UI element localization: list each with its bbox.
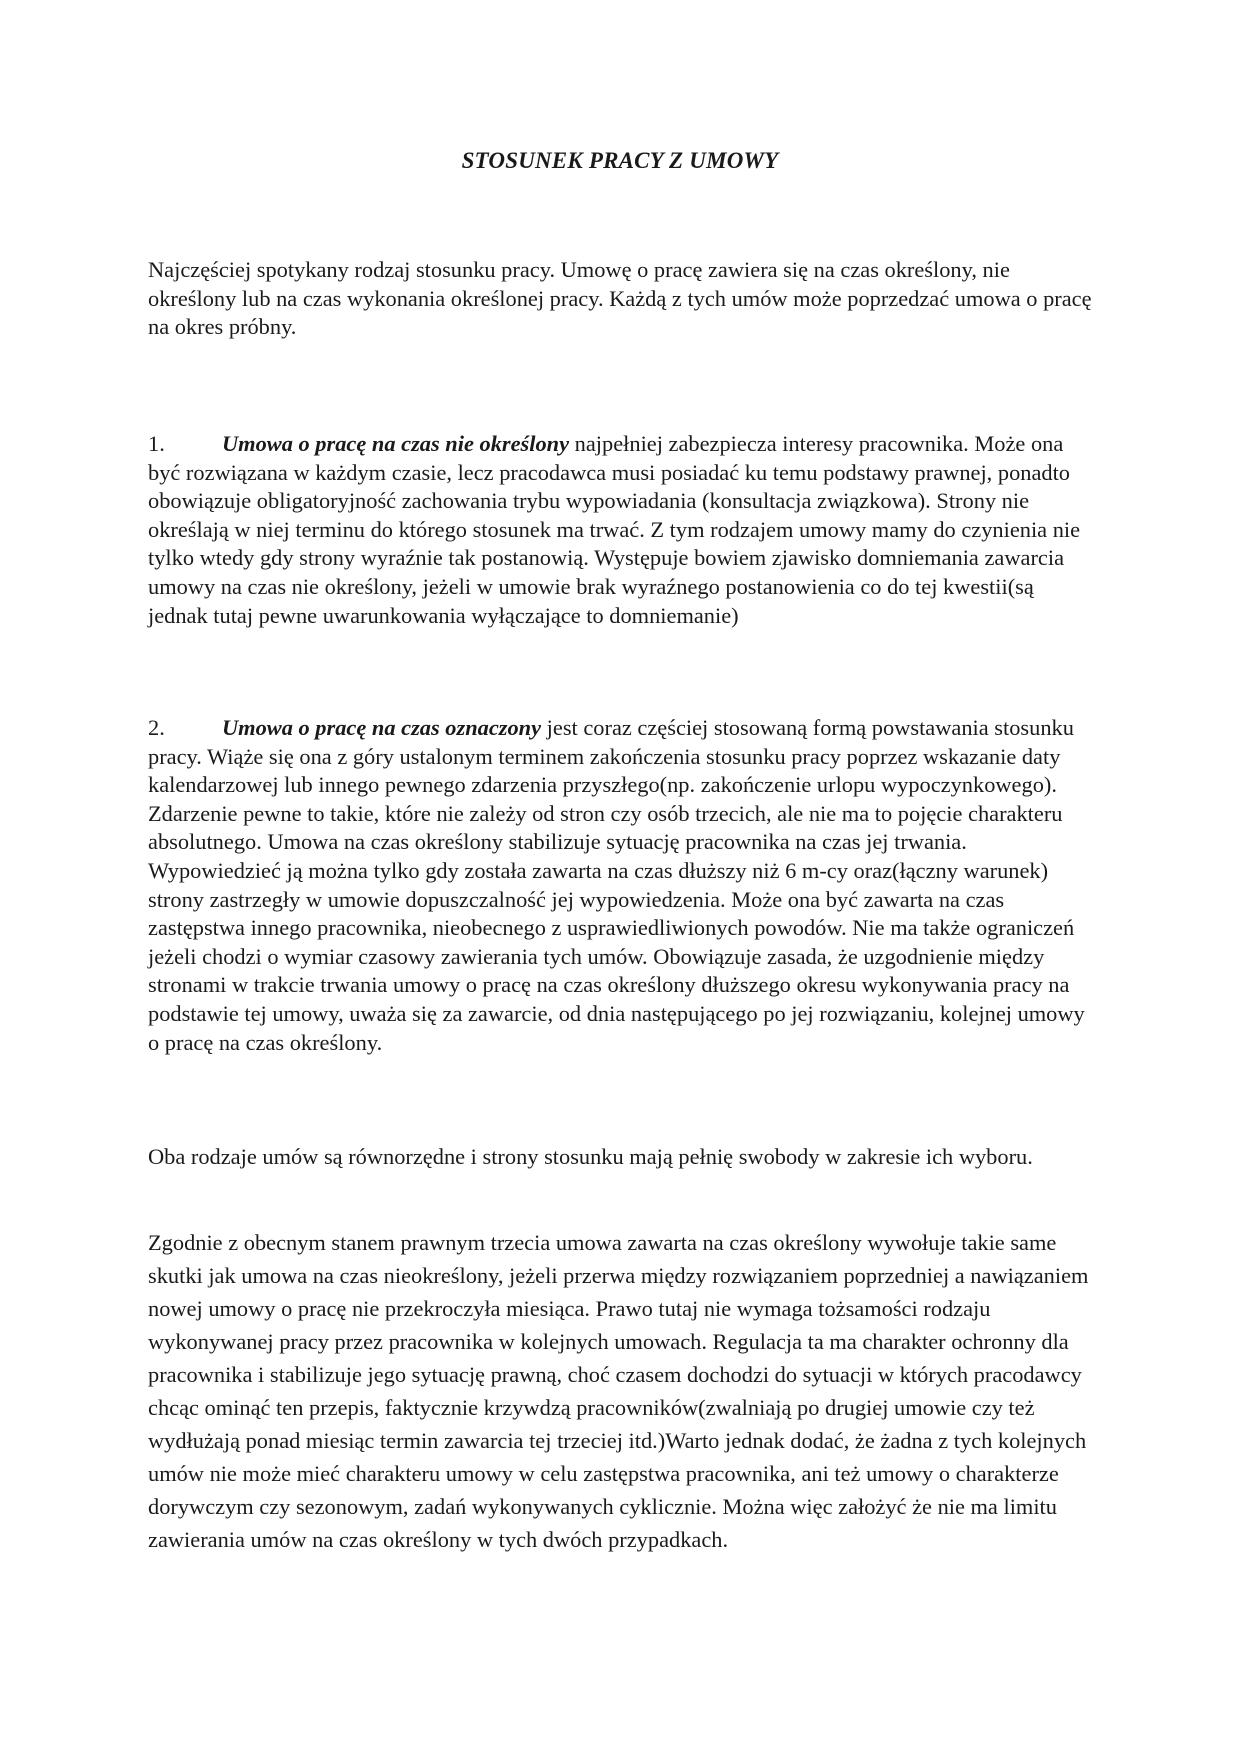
- section-2-paragraph: [148, 714, 1093, 1057]
- third-contract-paragraph: Zgodnie z obecnym stanem prawnym trzecia umowa zawarta na czas określony wywołuje takie same skutki jak umowa na czas nieokreślony, jeżeli przerwa między rozwiązaniem poprzedniej a nawiązaniem nowej umowy o pracę nie przekroczyła miesiąca. Prawo tutaj nie wymaga tożsamości rodzaju wykonywanej pracy przez pracownika w kolejnych umowach. Regulacja ta ma charakter ochronny dla pracownika i stabilizuje jego sytuację prawną, choć czasem dochodzi do sytuacji w których pracodawcy chcąc ominąć ten przepis, faktycznie krzywdzą pracowników(zwalniają po drugiej umowie czy też wydłużają ponad miesiąc termin zawarcia tej trzeciej itd.)Warto jednak dodać, że żadna z tych kolejnych umów nie może mieć charakteru umowy w celu zastępstwa pracownika, ani też umowy o charakterze dorywczym czy sezonowym, zadań wykonywanych cyklicznie. Można więc założyć że nie ma limitu zawierania umów na czas określony w tych dwóch przypadkach.: [148, 1230, 1089, 1552]
- intro-paragraph: Najczęściej spotykany rodzaj stosunku pracy. Umowę o pracę zawiera się na czas określony, nie określony lub na czas wykonania określonej pracy. Każdą z tych umów może poprzedzać umowa o pracę na okres próbny.: [148, 257, 1092, 340]
- section-1-paragraph: [148, 430, 1093, 630]
- section-1-heading: Umowa o pracę na czas nie określony: [222, 431, 570, 456]
- document-title: STOSUNEK PRACY Z UMOWY: [461, 148, 779, 173]
- equivalence-paragraph: Oba rodzaje umów są równorzędne i strony stosunku mają pełnię swobody w zakresie ich wyboru.: [148, 1144, 1033, 1169]
- section-1-text: najpełniej zabezpiecza interesy pracownika. Może ona być rozwiązana w każdym czasie, lecz pracodawca musi posiadać ku temu podstawy prawnej, ponadto obowiązuje obligatoryjność zachowania trybu wypowiadania (konsultacja związkowa). Strony nie określają w niej terminu do którego stosunek ma trwać. Z tym rodzajem umowy mamy do czynienia nie tylko wtedy gdy strony wyraźnie tak postanowią. Występuje bowiem zjawisko domniemania zawarcia umowy na czas nie określony, jeżeli w umowie brak wyraźnego postanowienia co do tej kwestii(są jednak tutaj pewne uwarunkowania wyłączające to domniemanie): [148, 431, 1081, 628]
- section-2-heading: Umowa o pracę na czas oznaczony: [222, 715, 542, 740]
- section-1-number: 1.: [148, 431, 165, 456]
- section-2-number: 2.: [148, 715, 165, 740]
- section-2-text: jest coraz częściej stosowaną formą powstawania stosunku pracy. Wiąże się ona z góry ustalonym terminem zakończenia stosunku pracy poprzez wskazanie daty kalendarzowej lub innego pewnego zdarzenia przyszłego(np. zakończenie urlopu wypoczynkowego). Zdarzenie pewne to takie, które nie zależy od stron czy osób trzecich, ale nie ma to pojęcie charakteru absolutnego. Umowa na czas określony stabilizuje sytuację pracownika na czas jej trwania. Wypowiedzieć ją można tylko gdy została zawarta na czas dłuższy niż 6 m-cy oraz(łączny warunek) strony zastrzegły w umowie dopuszczalność jej wypowiedzenia. Może ona być zawarta na czas zastępstwa innego pracownika, nieobecnego z usprawiedliwionych powodów. Nie ma także ograniczeń jeżeli chodzi o wymiar czasowy zawierania tych umów. Obowiązuje zasada, że uzgodnienie między stronami w trakcie trwania umowy o pracę na czas określony dłuższego okresu wykonywania pracy na podstawie tej umowy, uważa się za zawarcie, od dnia następującego po jej rozwiązaniu, kolejnej umowy o pracę na czas określony.: [148, 715, 1085, 1055]
